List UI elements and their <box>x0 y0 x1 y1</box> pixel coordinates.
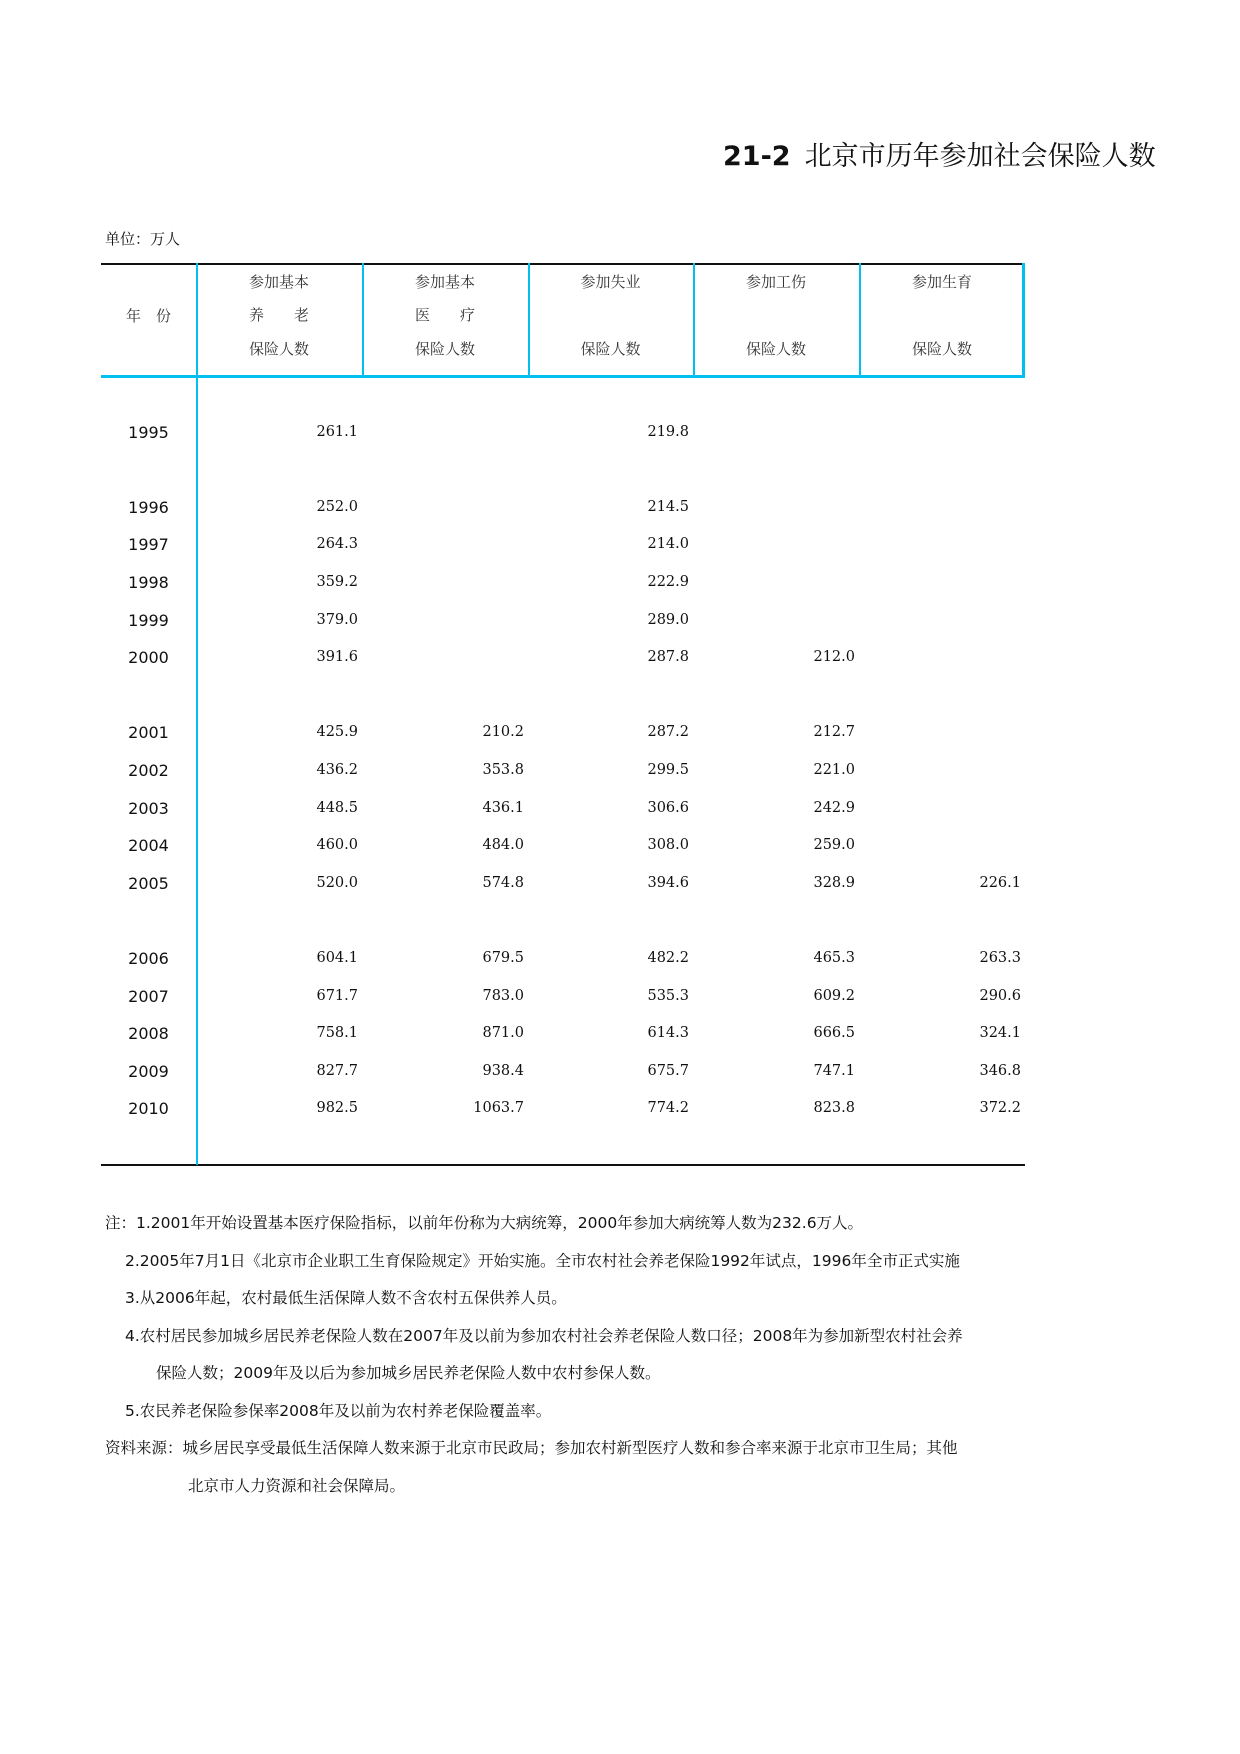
header-column <box>362 263 528 375</box>
value-cell: 871.0 <box>482 1025 524 1042</box>
header-label: 保险人数 <box>248 340 309 358</box>
header-year <box>101 263 196 375</box>
value-cell: 465.3 <box>813 950 855 966</box>
unit-label: 单位：万人 <box>105 230 181 248</box>
header-label: 保险人数 <box>414 340 475 358</box>
title-text: 北京市历年参加社会保险人数 <box>804 141 1156 172</box>
value-cell: 827.7 <box>316 1062 358 1079</box>
year-cell: 1997 <box>128 535 169 555</box>
value-cell: 261.1 <box>316 423 358 440</box>
value-cell: 982.5 <box>316 1100 358 1117</box>
note-line: 3.从2006年起，农村最低生活保障人数不含农村五保供养人员。 <box>125 1289 567 1307</box>
header-label: 医 疗 <box>414 306 475 324</box>
value-cell: 212.0 <box>813 649 855 666</box>
header-column <box>859 263 1025 375</box>
value-cell: 214.0 <box>647 536 689 553</box>
year-cell: 2000 <box>128 648 169 668</box>
value-cell: 263.3 <box>979 950 1021 966</box>
data-table <box>101 263 1025 1165</box>
value-cell: 391.6 <box>316 649 358 666</box>
value-cell: 758.1 <box>316 1025 358 1042</box>
value-cell: 242.9 <box>813 799 855 816</box>
value-cell: 359.2 <box>316 574 358 590</box>
header-label: 保险人数 <box>745 340 806 358</box>
value-cell: 353.8 <box>482 762 524 778</box>
value-cell: 212.7 <box>813 724 855 741</box>
table-row <box>101 602 1025 640</box>
year-cell: 1999 <box>128 610 169 630</box>
year-cell: 2001 <box>128 723 169 743</box>
value-cell: 214.5 <box>647 498 689 515</box>
value-cell: 379.0 <box>316 611 358 628</box>
value-cell: 287.2 <box>647 724 689 741</box>
year-cell: 2004 <box>128 836 169 856</box>
header-year-label: 年 份 <box>125 307 171 325</box>
value-cell: 604.1 <box>316 950 358 966</box>
page-title <box>723 134 1156 173</box>
year-cell: 2007 <box>128 986 169 1006</box>
value-cell: 1063.7 <box>473 1100 524 1117</box>
table-row <box>101 526 1025 564</box>
value-cell: 448.5 <box>316 799 358 816</box>
year-cell: 1998 <box>128 573 169 592</box>
value-cell: 679.5 <box>482 950 524 966</box>
header-label: 保险人数 <box>911 340 972 358</box>
header-label: 参加基本 <box>414 273 475 291</box>
value-cell: 372.2 <box>979 1100 1021 1117</box>
table-row <box>101 1053 1025 1091</box>
value-cell: 346.8 <box>979 1062 1021 1079</box>
value-cell: 264.3 <box>316 536 358 553</box>
table-row <box>101 827 1025 865</box>
value-cell: 289.0 <box>647 611 689 628</box>
value-cell: 671.7 <box>316 987 358 1004</box>
value-cell: 774.2 <box>647 1100 689 1117</box>
value-cell: 328.9 <box>813 874 855 891</box>
value-cell: 823.8 <box>813 1100 855 1117</box>
header-label: 养 老 <box>248 306 309 324</box>
value-cell: 394.6 <box>647 874 689 891</box>
table-row <box>101 865 1025 903</box>
value-cell: 287.8 <box>647 649 689 666</box>
year-cell: 1995 <box>128 422 169 442</box>
value-cell: 675.7 <box>647 1062 689 1079</box>
note-line: 4.农村居民参加城乡居民养老保险人数在2007年及以前为参加农村社会养老保险人数口径；2008年为参加新型农村社会养 <box>125 1327 963 1345</box>
value-cell: 210.2 <box>482 724 524 741</box>
header-column <box>196 263 362 375</box>
note-line: 5.农民养老保险参保率2008年及以前为农村养老保险覆盖率。 <box>125 1402 552 1420</box>
note-line: 北京市人力资源和社会保障局。 <box>188 1477 406 1495</box>
year-cell: 2006 <box>128 949 169 968</box>
header-label: 参加基本 <box>248 273 309 291</box>
table-number: 21-2 <box>723 141 791 172</box>
year-cell: 2002 <box>128 761 169 780</box>
value-cell: 290.6 <box>979 987 1021 1004</box>
value-cell: 609.2 <box>813 987 855 1004</box>
year-cell: 2003 <box>128 798 169 818</box>
value-cell: 460.0 <box>316 837 358 854</box>
value-cell: 252.0 <box>316 498 358 515</box>
header-label: 保险人数 <box>580 340 641 358</box>
header-label: 参加工伤 <box>745 273 806 291</box>
year-cell: 2008 <box>128 1024 169 1044</box>
value-cell: 535.3 <box>647 987 689 1004</box>
value-cell: 614.3 <box>647 1025 689 1042</box>
table-row <box>101 1015 1025 1053</box>
header-column <box>693 263 859 375</box>
table-row <box>101 414 1025 452</box>
header-label: 参加失业 <box>580 273 641 291</box>
header-label: 参加生育 <box>911 273 972 291</box>
value-cell: 783.0 <box>482 987 524 1004</box>
value-cell: 482.2 <box>647 950 689 966</box>
year-cell: 2005 <box>128 873 169 893</box>
value-cell: 938.4 <box>482 1062 524 1079</box>
value-cell: 666.5 <box>813 1025 855 1042</box>
table-row <box>101 489 1025 527</box>
value-cell: 259.0 <box>813 837 855 854</box>
table-row <box>101 639 1025 677</box>
header-bottom-rule <box>101 375 1025 378</box>
note-line: 资料来源：城乡居民享受最低生活保障人数来源于北京市民政局；参加农村新型医疗人数和参合率来源于北京市卫生局；其他 <box>105 1439 958 1457</box>
table-row <box>101 564 1025 602</box>
value-cell: 436.1 <box>482 799 524 816</box>
value-cell: 299.5 <box>647 762 689 778</box>
table-row <box>101 978 1025 1016</box>
table-row <box>101 940 1025 978</box>
table-bottom-rule <box>101 1164 1025 1166</box>
value-cell: 219.8 <box>647 423 689 440</box>
year-cell: 2010 <box>128 1099 169 1119</box>
value-cell: 520.0 <box>316 874 358 891</box>
value-cell: 222.9 <box>647 574 689 590</box>
year-cell: 2009 <box>128 1061 169 1081</box>
header-column <box>528 263 693 375</box>
value-cell: 484.0 <box>482 837 524 854</box>
value-cell: 221.0 <box>813 762 855 778</box>
value-cell: 308.0 <box>647 837 689 854</box>
value-cell: 747.1 <box>813 1062 855 1079</box>
table-row <box>101 1090 1025 1128</box>
year-cell: 1996 <box>128 497 169 517</box>
value-cell: 306.6 <box>647 799 689 816</box>
table-row <box>101 714 1025 752</box>
table-row <box>101 752 1025 790</box>
value-cell: 324.1 <box>979 1025 1021 1042</box>
note-line: 注：1.2001年开始设置基本医疗保险指标，以前年份称为大病统筹，2000年参加大病统筹人数为232.6万人。 <box>105 1214 864 1232</box>
value-cell: 425.9 <box>316 724 358 741</box>
value-cell: 436.2 <box>316 762 358 778</box>
note-line: 保险人数；2009年及以后为参加城乡居民养老保险人数中农村参保人数。 <box>156 1364 661 1382</box>
note-line: 2.2005年7月1日《北京市企业职工生育保险规定》开始实施。全市农村社会养老保险1992年试点，1996年全市正式实施 <box>125 1252 960 1270</box>
value-cell: 226.1 <box>979 874 1021 891</box>
value-cell: 574.8 <box>482 874 524 891</box>
table-row <box>101 790 1025 828</box>
